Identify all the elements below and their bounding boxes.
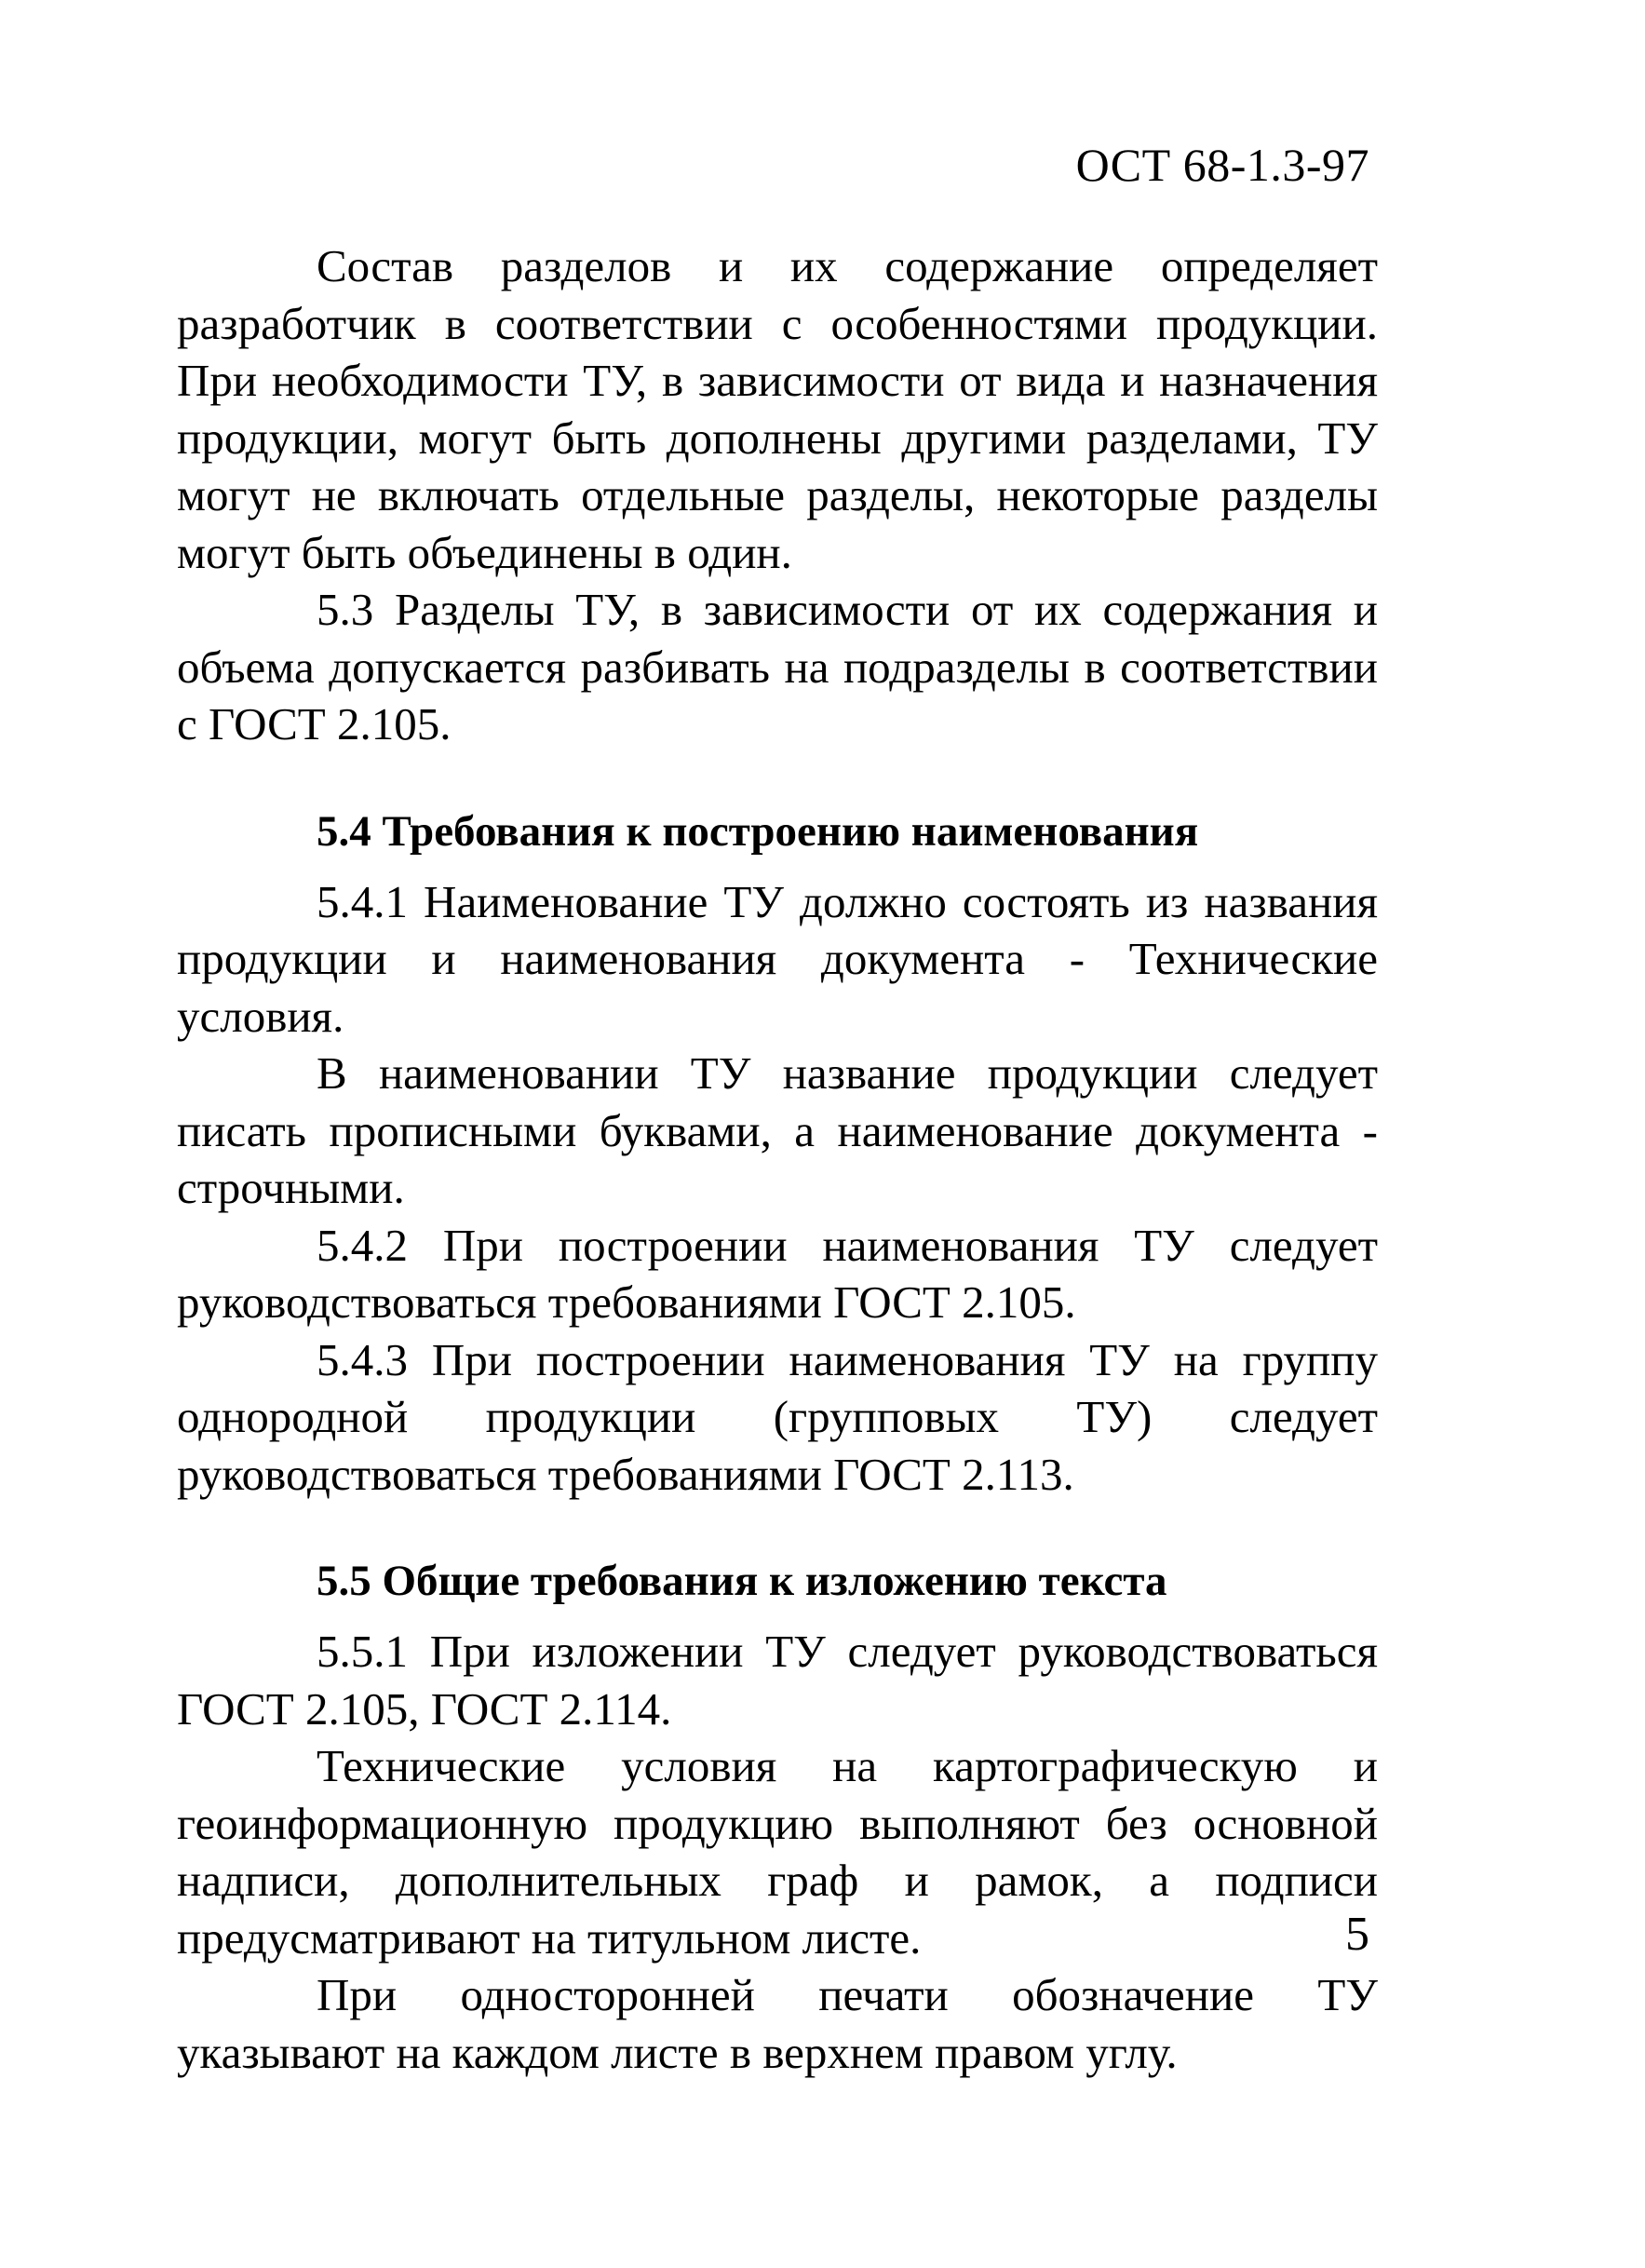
paragraph-5-4-1: 5.4.1 Наименование ТУ должно состоять из названия продукции и наименования документа - Технические условия. bbox=[177, 875, 1378, 1042]
paragraph-5-4-2: 5.4.2 При построении наименования ТУ следует руководствоваться требованиями ГОСТ 2.105. bbox=[177, 1219, 1378, 1328]
paragraph-5-5-1: 5.5.1 При изложении ТУ следует руководствоваться ГОСТ 2.105, ГОСТ 2.114. bbox=[177, 1626, 1378, 1735]
paragraph-5-4-3: 5.4.3 При построении наименования ТУ на группу однородной продукции (групповых ТУ) следует руководствоваться требованиями ГОСТ 2.113. bbox=[177, 1333, 1378, 1500]
paragraph-naming-case: В наименовании ТУ название продукции следует писать прописными буквами, а наименование документа - строчными. bbox=[177, 1047, 1378, 1213]
page-number: 5 bbox=[1345, 1908, 1369, 1961]
document-code: ОСТ 68-1.3-97 bbox=[1075, 139, 1369, 191]
page-body bbox=[177, 237, 1378, 2081]
paragraph-one-sided-print: При односторонней печати обозначение ТУ указывают на каждом листе в верхнем правом углу. bbox=[177, 1969, 1378, 2078]
paragraph-composition: Состав разделов и их содержание определяет разработчик в соответствии с особенностями продукции. При необходимости ТУ, в зависимости от вида и назначения продукции, могут быть дополнены другими разделами, ТУ могут не включать отдельные разделы, некоторые разделы могут быть объединены в один. bbox=[177, 240, 1378, 578]
paragraph-cartographic: Технические условия на картографическую и геоинформационную продукцию выполняют без основной надписи, дополнительных граф и рамок, а подписи предусматривают на титульном листе. bbox=[177, 1740, 1378, 1964]
section-heading-5-4: 5.4 Требования к построению наименования bbox=[317, 806, 1199, 856]
paragraph-5-3: 5.3 Разделы ТУ, в зависимости от их содержания и объема допускается разбивать на подразделы в соответствии с ГОСТ 2.105. bbox=[177, 584, 1378, 749]
section-heading-5-5: 5.5 Общие требования к изложению текста bbox=[317, 1557, 1167, 1605]
